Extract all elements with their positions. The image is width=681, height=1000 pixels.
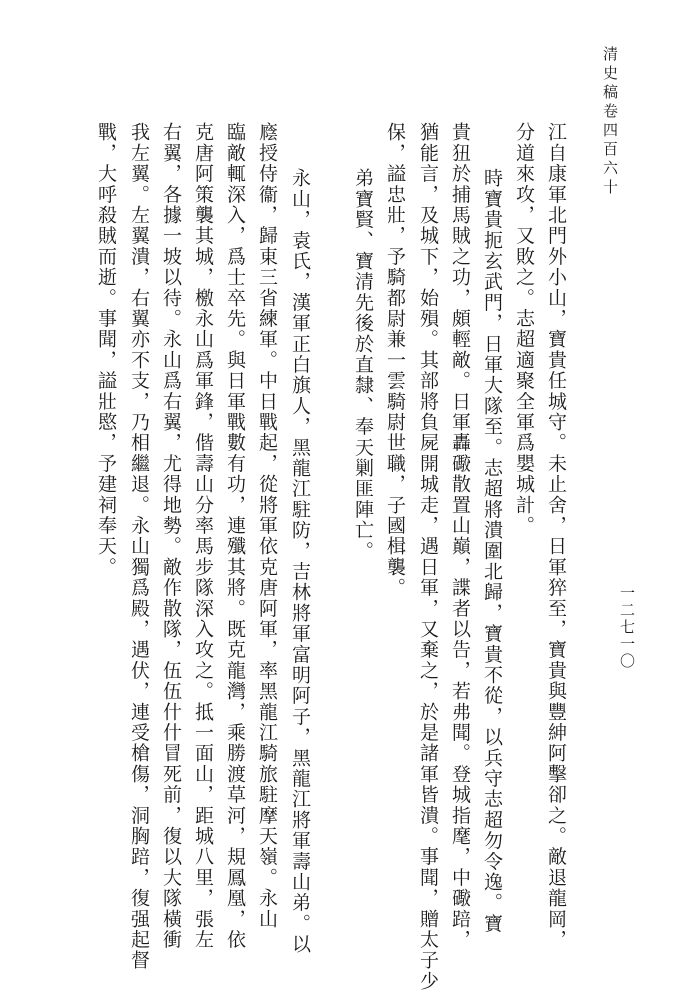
text-column-11: 克唐阿策襲其城，檄永山爲軍鋒，偕壽山分率馬步隊深入攻之。抵一面山，距城八里，張左 — [192, 122, 214, 950]
text-column-14: 戰，大呼殺賊而逝。事聞，謚壯愍，予建祠奉天。 — [95, 122, 117, 578]
text-column-8: 永山，袁氏，漢軍正白旗人，黑龍江駐防，吉林將軍富明阿子，黑龍江將軍壽山弟。以 — [289, 168, 311, 955]
text-column-6: 保，謚忠壯，予騎都尉兼一雲騎尉世職，子國楫襲。 — [384, 122, 406, 599]
page-number: 一二七一〇 — [618, 585, 636, 670]
text-column-9: 廕授侍衞，歸東三省練軍。中日戰起，從將軍依克唐阿軍，率黑龍江騎旅駐摩天嶺。永山 — [256, 122, 278, 930]
text-column-13: 我左翼。左翼潰，右翼亦不支，乃相繼退。永山獨爲殿，遇伏，連受槍傷，洞胸踣，復强起督 — [128, 122, 150, 971]
text-column-7: 弟寶賢、寶清先後於直隸、奉天剿匪陣亡。 — [352, 168, 374, 562]
text-column-2: 分道來攻，又敗之。志超適聚全軍爲嬰城計。 — [513, 122, 535, 536]
text-column-5: 猶能言，及城下，始殞。其部將負屍開城走，遇日軍，又棄之，於是諸軍皆潰。事聞，贈太子少 — [417, 122, 439, 992]
text-column-12: 右翼，各據一坡以待。永山爲右翼，尤得地勢。敵作散隊，伍伍什什冒死前，復以大隊橫衝 — [160, 122, 182, 950]
text-column-1: 江自康軍北門外小山，寶貴任城守。未止舍，日軍猝至，寶貴與豐紳阿擊卻之。敵退龍岡， — [545, 122, 567, 950]
running-header-title: 清史稿卷四百六十 — [601, 46, 619, 198]
text-column-3: 時寶貴扼玄武門，日軍大隊至。志超將潰圍北歸，寶貴不從，以兵守志超勿令逸。寶 — [481, 168, 503, 934]
text-column-10: 臨敵輒深入，爲士卒先。與日軍戰數有功，連殲其將。既克龍灣，乘勝渡草河，規鳳凰，依 — [224, 122, 246, 950]
text-column-4: 貴狃於捕馬賊之功，頗輕敵。日軍轟礮散置山巔，諜者以告，若弗聞。登城指麾，中礮踣， — [449, 122, 471, 950]
